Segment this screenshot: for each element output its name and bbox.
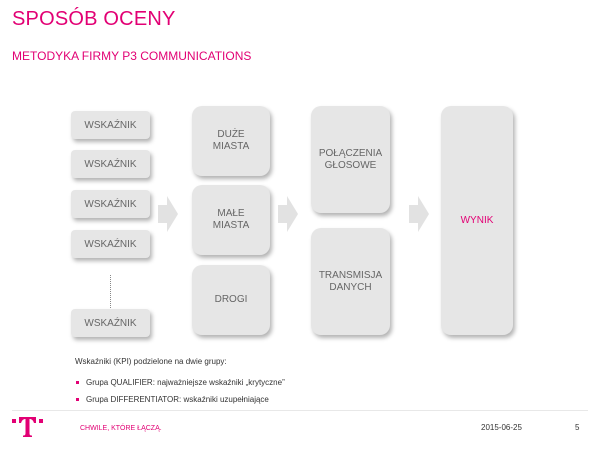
area-box-big-cities: DUŻE MIASTA [192,106,270,176]
chevron-arrow-right-icon [158,196,178,232]
telekom-t-logo-icon [12,414,48,440]
footer-slogan: CHWILE, KTÓRE ŁĄCZĄ. [80,425,162,432]
service-box-data-transmission: TRANSMISJA DANYCH [311,228,390,335]
kpi-box-1: WSKAŹNIK [71,111,150,139]
kpi-box-5: WSKAŹNIK [71,309,150,337]
result-box: WYNIK [441,106,513,335]
bullet-differentiator [76,395,269,404]
slide-subtitle: METODYKA FIRMY P3 COMMUNICATIONS [12,49,252,63]
bullet-text: Grupa QUALIFIER: najważniejsze wskaźniki „krytyczne” [86,378,285,387]
service-box-voice-calls: POŁĄCZENIA GŁOSOWE [311,106,390,213]
area-box-small-cities: MAŁE MIASTA [192,185,270,255]
page-number: 5 [575,423,580,432]
kpi-box-3: WSKAŹNIK [71,190,150,218]
bullet-text: Grupa DIFFERENTIATOR: wskaźniki uzupełniające [86,395,269,404]
kpi-box-2: WSKAŹNIK [71,150,150,178]
footer-date: 2015-06-25 [481,423,522,432]
ellipsis-dotted-line [110,275,111,308]
slide-title: SPOSÓB OCENY [12,8,176,30]
chevron-arrow-right-icon [409,196,429,232]
footer-divider [12,410,588,411]
area-box-roads: DROGI [192,265,270,335]
bullet-qualifier [76,378,285,387]
bullet-dot-icon [76,381,79,384]
chevron-arrow-right-icon [278,196,298,232]
bullet-dot-icon [76,398,79,401]
kpi-description: Wskaźniki (KPI) podzielone na dwie grupy: [75,357,227,366]
kpi-box-4: WSKAŹNIK [71,230,150,258]
